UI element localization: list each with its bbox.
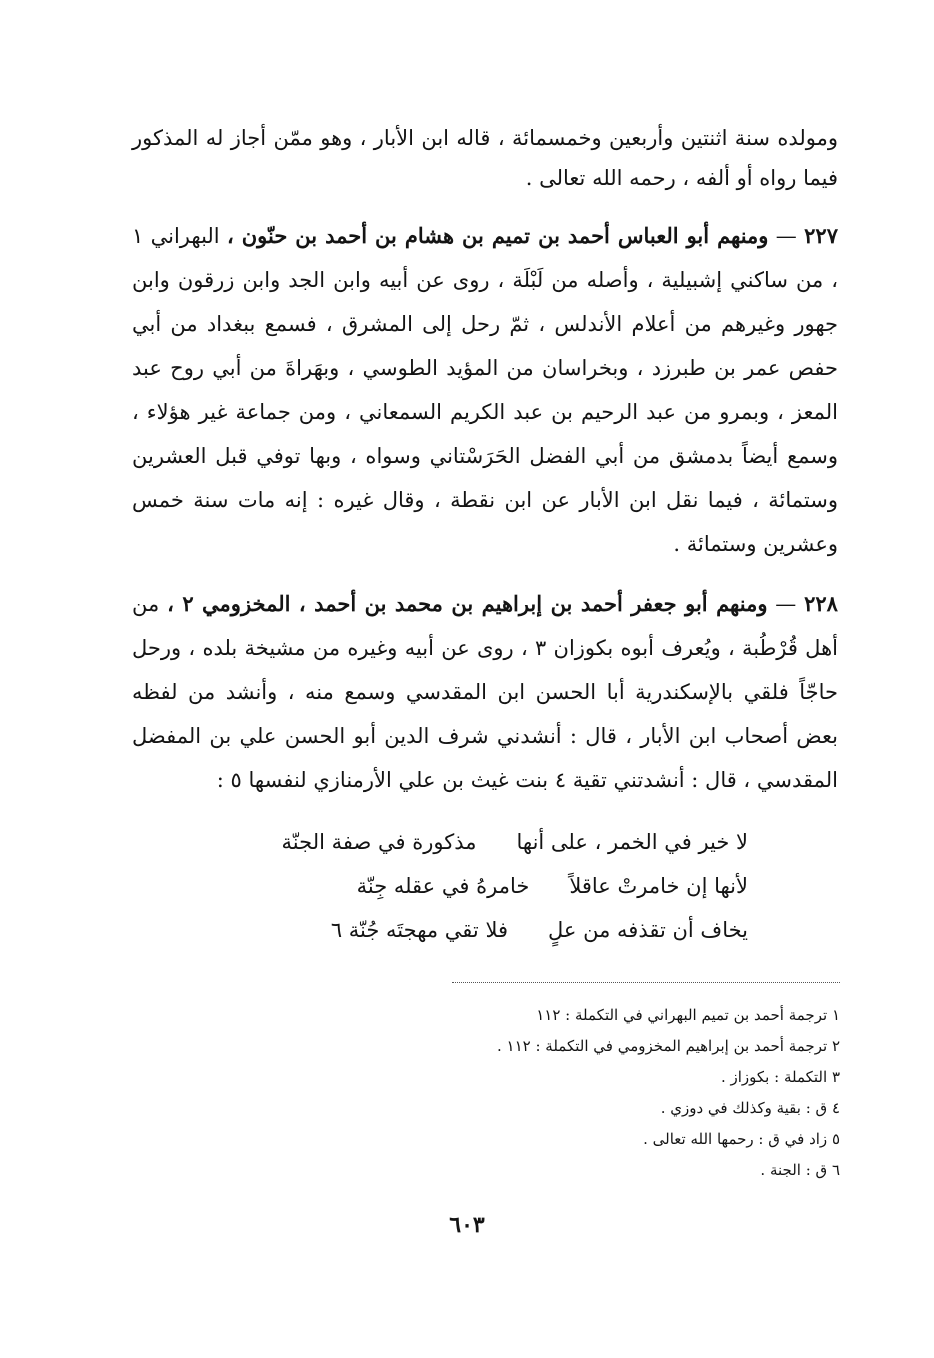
entry-227-heading: ومنهم أبو العباس أحمد بن تميم بن هشام بن أحمد بن حنّون ،	[226, 223, 769, 248]
entry-228-number: ٢٢٨	[804, 591, 838, 616]
footnote: ١ ترجمة أحمد بن تميم البهراني في التكملة : ١١٢	[536, 1006, 840, 1024]
verse-second-half: مذكورة في صفة الجنّة	[281, 830, 477, 854]
verse-first-half: يخاف أن تقذفه من علٍ	[548, 918, 748, 942]
entry-227	[132, 214, 838, 566]
page-number: ٦٠٣	[449, 1212, 485, 1238]
footnote-separator	[452, 982, 840, 983]
footnote: ٤ ق : بقية وكذلك في دوزي .	[660, 1099, 840, 1117]
entry-228-heading: ومنهم أبو جعفر أحمد بن إبراهيم بن محمد بن أحمد ، المخزومي ٢ ،	[167, 591, 768, 616]
poem-verse	[222, 908, 748, 952]
entry-228	[132, 582, 838, 802]
main-text	[132, 118, 838, 952]
verse-second-half: خامرهُ في عقله جِنّة	[356, 874, 530, 898]
footnotes	[300, 1000, 840, 1186]
verse-second-half: فلا تقي مهجتَه جُنّة ٦	[330, 918, 509, 942]
dash: —	[768, 224, 797, 248]
entry-227-number: ٢٢٧	[804, 223, 838, 248]
poem-verse	[222, 864, 748, 908]
poem	[222, 820, 748, 952]
footnote: ٢ ترجمة أحمد بن إبراهيم المخزومي في التكملة : ١١٢ .	[496, 1037, 840, 1055]
verse-first-half: لا خير في الخمر ، على أنها	[516, 830, 748, 854]
paragraph-continuation: ومولده سنة اثنتين وأربعين وخمسمائة ، قاله ابن الأبار ، وهو ممّن أجاز له المذكور فيما رواه أو ألفه ، رحمه الله تعالى .	[132, 126, 838, 190]
footnote: ٣ التكملة : بكوزاز .	[720, 1068, 840, 1086]
entry-227-body: البهراني ١ ، من ساكني إشبيلية ، وأصله من لَبْلَة ، روى عن أبيه وابن الجد وابن زرقون وابن جهور وغيرهم من أعلام الأندلس ، ثمّ رحل إلى المشرق ، فسمع ببغداد من أبي حفص عمر بن طبرزد ، وبخراسان من المؤيد الطوسي ، وبهَراةَ من أبي روح عبد المعز ، وبمرو من عبد الرحيم بن عبد الكريم السمعاني ، ومن جماعة غير هؤلاء ، وسمع أيضاً بدمشق من أبي الفضل الحَرَسْتاني وسواه ، وبها توفي قبل العشرين وستمائة ، فيما نقل ابن الأبار عن ابن نقطة ، وقال غيره : إنه مات سنة خمس وعشرين وستمائة .	[132, 224, 838, 556]
footnote: ٥ زاد في ق : رحمها الله تعالى .	[643, 1130, 840, 1148]
entry-228-body: من أهل قُرْطُبة ، ويُعرف أبوه بكوزان ٣ ، روى عن أبيه وغيره من مشيخة بلده ، ورحل حاجّاً فلقي بالإسكندرية أبا الحسن ابن المقدسي وسمع منه ، وأنشد من لفظه بعض أصحاب ابن الأبار ، قال : أنشدني شرف الدين أبو الحسن علي بن المفضل المقدسي ، قال : أنشدتني تقية ٤ بنت غيث بن علي الأرمنازي لنفسها ٥ :	[132, 592, 838, 792]
footnote: ٦ ق : الجنة .	[760, 1161, 840, 1179]
verse-first-half: لأنها إن خامرتْ عاقلاً	[569, 874, 748, 898]
poem-verse	[222, 820, 748, 864]
dash: —	[767, 592, 797, 616]
